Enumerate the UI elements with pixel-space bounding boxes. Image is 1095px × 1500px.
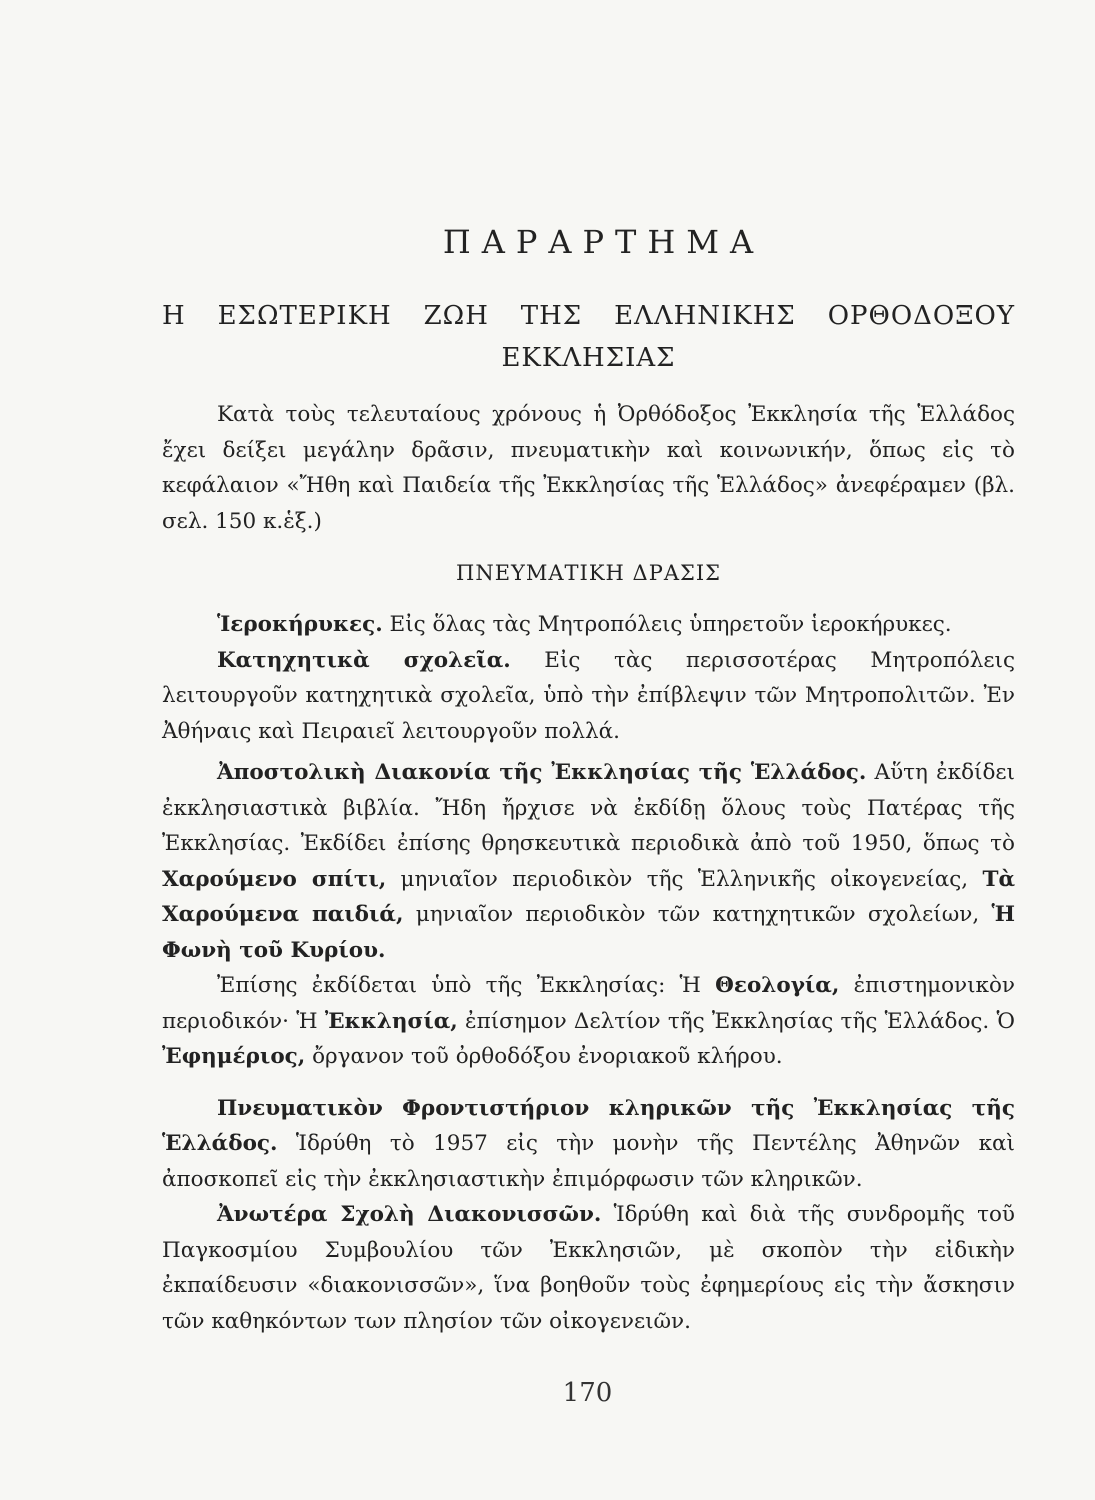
- paragraph-heading: Ἱεροκήρυκες.: [217, 612, 383, 638]
- paragraph-text: Εἰς ὅλας τὰς Μητροπόλεις ὑπηρετοῦν ἱεροκήρυκες.: [382, 612, 952, 638]
- periodical-title: Ἐκκλησία,: [324, 1008, 458, 1034]
- paragraph-text: μηνιαῖον περιοδικὸν τῶν κατηχητικῶν σχολείων,: [403, 902, 992, 928]
- paragraph-heading: Πνευματικὸν Φροντιστήριον κληρικῶν τῆς Ἐκκλησίας τῆς Ἑλλάδος.: [162, 1095, 1015, 1157]
- periodical-title: Ἡ Φωνὴ τοῦ Κυρίου.: [162, 902, 1015, 963]
- subtitle-line-1: Η ΕΣΩΤΕΡΙΚΗ ΖΩΗ ΤΗΣ ΕΛΛΗΝΙΚΗΣ ΟΡΘΟΔΟΞΟΥ: [162, 301, 1015, 332]
- paragraph-text: Αὕτη ἐκδίδει ἐκκλησιαστικὰ βιβλία. Ἤδη ἤρχισε νὰ ἐκδίδῃ ὅλους τοὺς Πατέρας τῆς Ἐκκλησίας. Ἐκδίδει ἐπίσης θρησκευτικὰ περιοδικὰ ἀπὸ τοῦ 1950, ὅπως τὸ: [162, 760, 1015, 857]
- paragraph-heading: Κατηχητικὰ σχολεῖα.: [217, 647, 511, 673]
- paragraph-text: Ἱδρύθη τὸ 1957 εἰς τὴν μονὴν τῆς Πεντέλης Ἀθηνῶν καὶ ἀποσκοπεῖ εἰς τὴν ἐκκλησιαστικὴν ἐπιμόρφωσιν τῶν κληρικῶν.: [162, 1131, 1015, 1192]
- chapter-subtitle: [162, 295, 1015, 379]
- paragraph-heading: Ἀνωτέρα Σχολὴ Διακονισσῶν.: [217, 1202, 602, 1228]
- paragraph-heading: Ἀποστολικὴ Διακονία τῆς Ἐκκλησίας τῆς Ἑλλάδος.: [217, 760, 867, 786]
- paragraph-apostoliki-diakonia: [162, 755, 1015, 968]
- page-number: 170: [562, 1378, 613, 1408]
- section-title: ΠΝΕΥΜΑΤΙΚΗ ΔΡΑΣΙΣ: [456, 561, 721, 586]
- periodical-title: Χαρούμενο σπίτι,: [162, 866, 387, 892]
- paragraph-ierokerykes: [162, 607, 1015, 643]
- page-content: [162, 225, 1015, 1339]
- periodical-title: Θεολογία,: [715, 973, 840, 999]
- paragraph-text: μηνιαῖον περιοδικὸν τῆς Ἑλληνικῆς οἰκογενείας,: [386, 866, 983, 892]
- periodical-title: Τὰ Χαρούμενα παιδιά,: [162, 866, 1015, 928]
- paragraph-text: Εἰς τὰς περισσοτέρας Μητροπόλεις λειτουργοῦν κατηχητικὰ σχολεῖα, ὑπὸ τὴν ἐπίβλεψιν τῶν Μητροπολιτῶν. Ἐν Ἀθήναις καὶ Πειραιεῖ λειτουργοῦν πολλά.: [162, 647, 1016, 744]
- page-title: ΠΑΡΑΡΤΗΜΑ: [442, 223, 765, 261]
- subtitle-line-2: ΕΚΚΛΗΣΙΑΣ: [501, 343, 676, 374]
- paragraph-text: Ἐπίσης ἐκδίδεται ὑπὸ τῆς Ἐκκλησίας: Ἡ: [217, 973, 716, 999]
- paragraph-periodicals: [162, 968, 1015, 1075]
- paragraph-text: Ἱδρύθη καὶ διὰ τῆς συνδρομῆς τοῦ Παγκοσμίου Συμβουλίου τῶν Ἐκκλησιῶν, μὲ σκοπὸν τὴν εἰδικὴν ἐκπαίδευσιν «διακονισσῶν», ἵνα βοηθοῦν τοὺς ἐφημερίους εἰς τὴν ἄσκησιν τῶν καθηκόντων των πλησίον τῶν οἰκογενειῶν.: [162, 1202, 1016, 1334]
- paragraph-text: ἐπίσημον Δελτίον τῆς Ἐκκλησίας τῆς Ἑλλάδος. Ὁ: [457, 1008, 1016, 1034]
- paragraph-frontistirion: [162, 1091, 1015, 1198]
- paragraph-text: ὄργανον τοῦ ὀρθοδόξου ἐνοριακοῦ κλήρου.: [305, 1044, 783, 1070]
- paragraph-scholi-diakonisson: [162, 1197, 1015, 1339]
- intro-paragraph: Κατὰ τοὺς τελευταίους χρόνους ἡ Ὀρθόδοξος Ἐκκλησία τῆς Ἑλλάδος ἔχει δείξει μεγάλην δρᾶσιν, πνευματικὴν καὶ κοινωνικήν, ὅπως εἰς τὸ κεφάλαιον «Ἤθη καὶ Παιδεία τῆς Ἐκκλησίας τῆς Ἑλλάδος» ἀνεφέραμεν (βλ. σελ. 150 κ.ἑξ.): [162, 402, 1015, 534]
- paragraph-text: ἐπιστημονικὸν περιοδικόν· Ἡ: [162, 973, 1015, 1034]
- periodical-title: Ἐφημέριος,: [162, 1044, 306, 1070]
- paragraph-katichitika: [162, 643, 1015, 750]
